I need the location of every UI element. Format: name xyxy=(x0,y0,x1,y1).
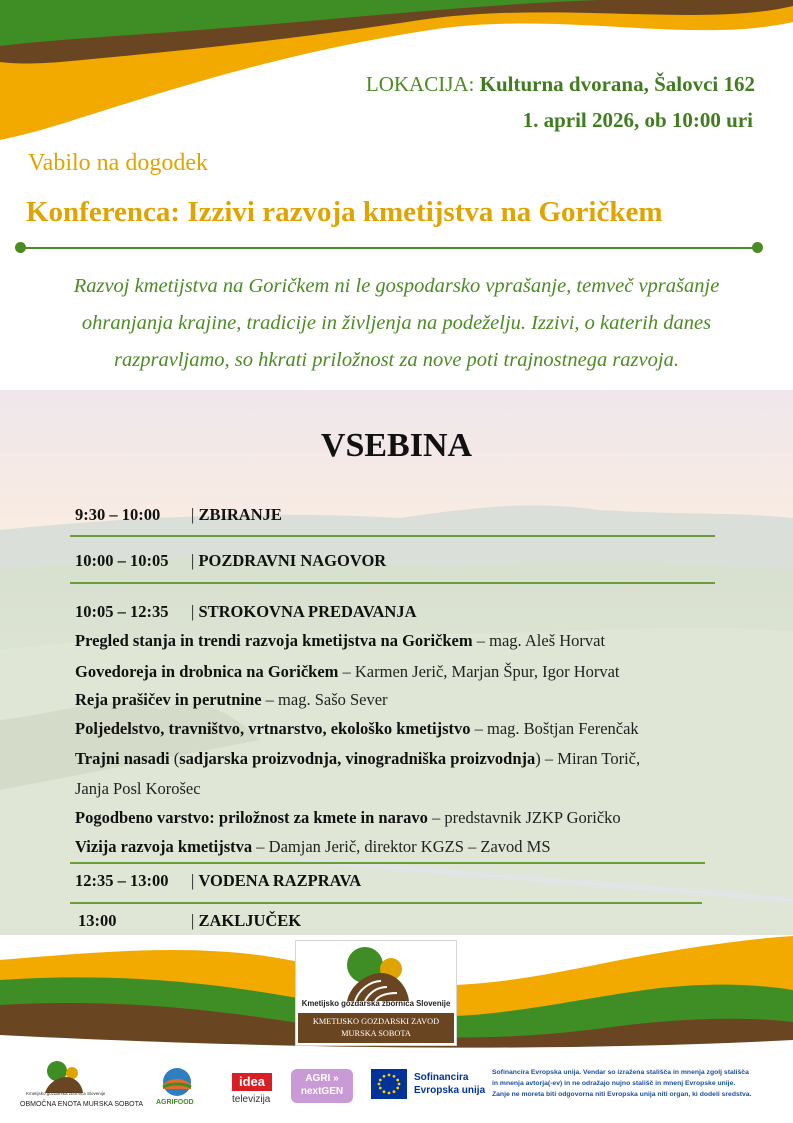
talk-item-continued: Janja Posl Korošec xyxy=(75,779,201,798)
talk-item: Trajni nasadi (sadjarska proizvodnja, vinogradniška proizvodnja) – Miran Torič, xyxy=(75,749,641,768)
divider-dot-right xyxy=(752,242,763,253)
eu-cofunded-label: Sofinancira Evropska unija xyxy=(414,1072,486,1096)
agrifood-label: AGRIFOOD xyxy=(156,1099,194,1106)
idea-televizija-label: televizija xyxy=(232,1094,271,1105)
kgzs-small-logo-icon xyxy=(42,1059,86,1093)
talk-item: Govedoreja in drobnica na Goričkem – Karmen Jerič, Marjan Špur, Igor Horvat xyxy=(75,662,620,681)
eu-disclaimer: Sofinancira Evropska unija. Vendar so izražena stališča in mnenja zgolj stališča in mnenja avtorja(-ev) in ne odražajo nujno stališč in mnenj Evropske unije. Zanje ne moreta biti odgovorna niti Evropska unija niti organ, ki dodeli sredstva. xyxy=(492,1069,752,1098)
talk-item: Vizija razvoja kmetijstva – Damjan Jerič, direktor KGZS – Zavod MS xyxy=(75,837,551,856)
intro-paragraph: Razvoj kmetijstva na Goričkem ni le gospodarsko vprašanje, temveč vprašanje ohranjanja krajine, tradicije in življenja na podeželju. Izzivi, o katerih danes razpravljamo, so hkrati priložnost za nove poti trajnostnega razvoja. xyxy=(73,275,720,371)
session-row: 10:00 – 10:05 | POZDRAVNI NAGOVOR xyxy=(75,551,387,570)
conference-title: Konferenca: Izzivi razvoja kmetijstva na Goričkem xyxy=(26,196,663,228)
session-row: 9:30 – 10:00 | ZBIRANJE xyxy=(75,505,282,524)
talk-item: Pogodbeno varstvo: priložnost za kmete in naravo – predstavnik JZKP Goričko xyxy=(75,808,621,827)
talk-item: Pregled stanja in trendi razvoja kmetijstva na Goričkem – mag. Aleš Horvat xyxy=(75,631,606,650)
program-heading: VSEBINA xyxy=(320,427,473,464)
talk-item: Poljedelstvo, travništvo, vrtnarstvo, ekološko kmetijstvo – mag. Boštjan Ferenčak xyxy=(75,719,639,738)
session-divider xyxy=(70,902,702,904)
session-divider xyxy=(70,582,715,584)
event-date: 1. april 2026, ob 10:00 uri xyxy=(522,108,753,132)
idea-logo: idea xyxy=(232,1073,272,1091)
kgzs-unit-label: OBMOČNA ENOTA MURSKA SOBOTA xyxy=(20,1101,144,1108)
agrifood-logo-icon xyxy=(155,1067,199,1097)
session-row: 12:35 – 13:00 | VODENA RAZPRAVA xyxy=(75,871,362,890)
kgzs-logo-icon xyxy=(341,943,413,1001)
logo-unit-band: KMETIJSKO GOZDARSKI ZAVOD MURSKA SOBOTA xyxy=(298,1013,454,1043)
agri-nextgen-logo: AGRI » nextGEN xyxy=(291,1069,353,1103)
eu-flag-icon xyxy=(371,1069,407,1099)
divider-dot-left xyxy=(15,242,26,253)
session-divider xyxy=(70,862,705,864)
organizer-logo xyxy=(295,940,457,1046)
talk-item: Reja prašičev in perutnine – mag. Sašo Sever xyxy=(75,690,388,709)
invitation-label: Vabilo na dogodek xyxy=(28,150,208,176)
session-divider xyxy=(70,535,715,537)
session-row: 10:05 – 12:35 | STROKOVNA PREDAVANJA xyxy=(75,602,417,621)
logo-organization-name: Kmetijsko gozdarska zbornica Slovenije xyxy=(301,999,451,1008)
footer-logos xyxy=(0,1055,793,1123)
kgzs-small-name: Kmetijsko gozdarska zbornica Slovenije xyxy=(26,1091,106,1096)
event-location: LOKACIJA: Kulturna dvorana, Šalovci 162 xyxy=(365,72,755,96)
session-row: 13:00 | ZAKLJUČEK xyxy=(78,911,302,930)
title-divider xyxy=(20,247,760,249)
